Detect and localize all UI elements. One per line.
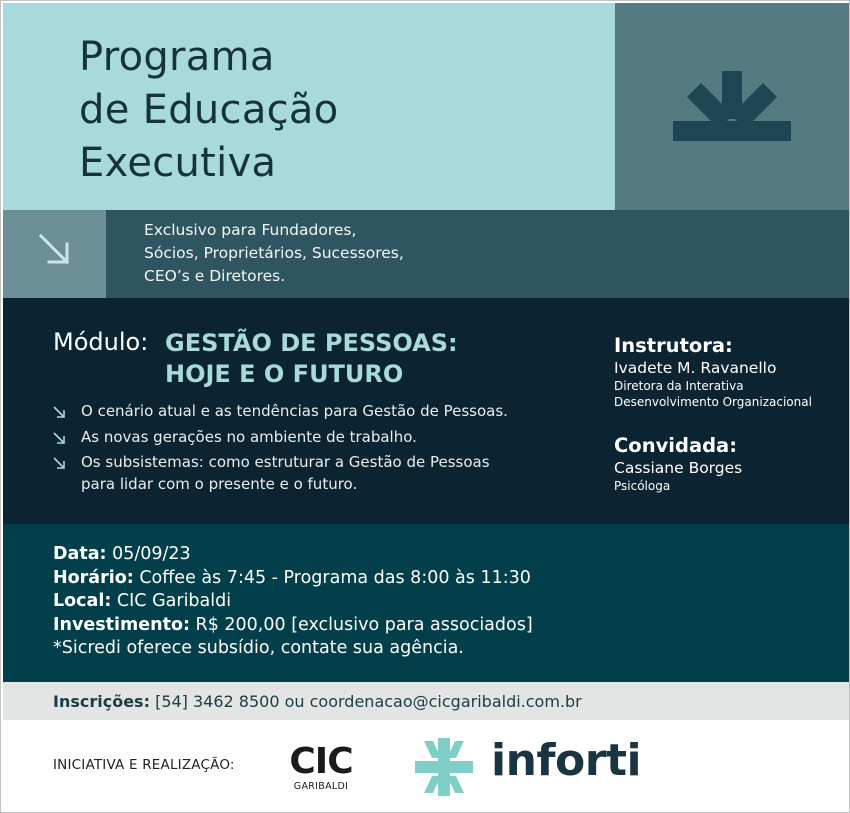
- module-prefix: Módulo:: [53, 328, 149, 356]
- cic-logo: [280, 743, 362, 793]
- event-info: [53, 543, 533, 661]
- inforti-logo-text: inforti: [491, 735, 642, 786]
- place-label: Local:: [53, 591, 112, 611]
- arrow-down-right-icon: [53, 457, 66, 470]
- place-row: [53, 590, 533, 614]
- topic-list: [53, 401, 593, 499]
- arrow-down-right-icon: [53, 432, 66, 445]
- instructor-role: Instrutora:: [614, 334, 733, 357]
- audience-line-2: Sócios, Proprietários, Sucessores,: [144, 244, 404, 262]
- emblem-panel: [615, 3, 849, 210]
- list-item: [53, 401, 593, 423]
- title-line-1: Programa: [79, 34, 275, 80]
- guest-role: Convidada:: [614, 434, 738, 457]
- date-row: [53, 543, 533, 567]
- place-value: CIC Garibaldi: [111, 591, 232, 611]
- arrow-panel: [3, 210, 106, 298]
- module-title: [165, 328, 458, 390]
- instructor-block: [614, 334, 812, 410]
- module-title-line-1: GESTÃO DE PESSOAS:: [165, 329, 458, 357]
- inforti-logo-icon: [415, 738, 473, 796]
- arrow-down-right-icon: [53, 406, 66, 419]
- arrow-down-right-icon: [37, 232, 73, 268]
- page-title: [79, 31, 339, 190]
- topic-text: O cenário atual e as tendências para Gestão de Pessoas.: [81, 402, 508, 420]
- date-label: Data:: [53, 544, 107, 564]
- cic-logo-main: CIC: [289, 741, 353, 782]
- audience-line-3: CEO’s e Diretores.: [144, 267, 286, 285]
- guest-name: Cassiane Borges: [614, 459, 743, 477]
- price-row: [53, 614, 533, 638]
- title-line-3: Executiva: [79, 140, 277, 186]
- registration-text: [53, 691, 582, 713]
- guest-desc: Psicóloga: [614, 479, 671, 493]
- registration-contact[interactable]: [54] 3462 8500 ou coordenacao@cicgaribaldi.com.br: [149, 692, 582, 711]
- cic-logo-sub: GARIBALDI: [293, 781, 349, 792]
- audience-text: [144, 219, 404, 288]
- topic-text-cont: para lidar com o presente e o futuro.: [81, 474, 358, 493]
- price-label: Investimento:: [53, 614, 190, 635]
- topic-text: As novas gerações no ambiente de trabalho.: [81, 427, 417, 446]
- list-item: [53, 427, 593, 449]
- topic-text: Os subsistemas: como estruturar a Gestão de Pessoas: [81, 453, 490, 471]
- time-row: [53, 567, 533, 591]
- time-value: Coffee às 7:45 - Programa das 8:00 às 11:30: [133, 567, 531, 588]
- module-title-line-2: HOJE E O FUTURO: [165, 360, 404, 388]
- initiative-label: INICIATIVA E REALIZAÇÃO:: [53, 757, 235, 773]
- time-label: Horário:: [53, 567, 134, 588]
- instructor-desc-2: Desenvolvimento Organizacional: [614, 395, 812, 409]
- subsidy-note: *Sicredi oferece subsídio, contate sua agência.: [53, 638, 464, 658]
- title-line-2: de Educação: [79, 87, 339, 133]
- date-value: 05/09/23: [106, 544, 191, 564]
- list-item: [53, 452, 593, 495]
- price-value: R$ 200,00 [exclusivo para associados]: [189, 614, 533, 635]
- instructor-name: Ivadete M. Ravanello: [614, 359, 777, 377]
- registration-label: Inscrições:: [53, 692, 150, 711]
- audience-line-1: Exclusivo para Fundadores,: [144, 221, 357, 239]
- guest-block: [614, 434, 742, 494]
- instructor-desc-1: Diretora da Interativa: [614, 379, 744, 393]
- sunrise-icon: [673, 71, 791, 143]
